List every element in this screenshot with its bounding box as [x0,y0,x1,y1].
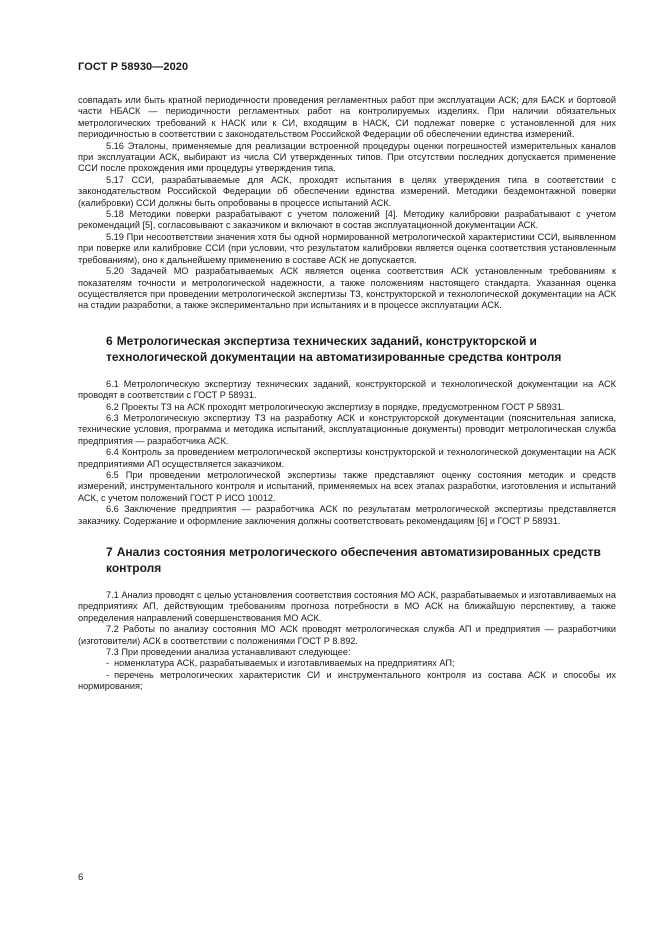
paragraph-6-6: 6.6 Заключение предприятия — разработчика АСК по результатам метрологической экспертизы представляется заказчику. Содержание и оформление заключения должны соответствовать рекомендациям [6] и ГОСТ Р 58931. [78,504,616,526]
paragraph-7-2: 7.2 Работы по анализу состояния МО АСК проводят метрологическая служба АП и предприятия — разработчики (изготовители) АСК в соответствии с положениями ГОСТ Р 8.892. [78,624,616,646]
section-7-title: Анализ состояния метрологического обеспечения автоматизированных средств контроля [106,545,601,575]
section-6-title: Метрологическая экспертиза технических заданий, конструкторской и технологической документации на автоматизированные средства контроля [106,333,562,364]
list-dash: - [106,669,110,680]
paragraph-6-5: 6.5 При проведении метрологической экспертизы также представляют оценку состояния методик и средств измерений, инструментального контроля и испытаний, применяемых на всех этапах разработки, изготовления и испытаний АСК, с учетом положений ГОСТ Р ИСО 10012. [78,469,616,503]
list-item [78,658,616,669]
page-number: 6 [78,872,84,883]
list-item-text: перечень метрологических характеристик СИ и инструментального контроля из состава АСК и способы их нормирования; [78,669,616,692]
list-dash: - [106,658,110,669]
paragraph-5-16: 5.16 Эталоны, применяемые для реализации встроенной процедуры оценки погрешностей измерительных каналов при эксплуатации АСК, выбирают из числа СИ утвержденных типов. При отсутствии последних допускается применение ССИ после прохождения ими процедуры утверждения типа. [78,140,616,174]
paragraph-5-18: 5.18 Методики поверки разрабатывают с учетом положений [4]. Методику калибровки разрабатывают с учетом рекомендаций [5], согласовывают с заказчиком и включают в состав эксплуатационной документации АСК. [78,209,616,231]
paragraph-5-19: 5.19 При несоответствии значения хотя бы одной нормированной метрологической характеристики ССИ, выявленном при поверке или калибровке ССИ (при условии, что результатом калибровки является оценка соответствия установленным требованиям), оно к дальнейшему применению в составе АСК не допускается. [78,231,616,265]
paragraph-5-17: 5.17 ССИ, разрабатываемые для АСК, проходят испытания в целях утверждения типа в соответствии с законодательством Российской Федерации об обеспечении единства измерений. Методики бездемонтажной поверки (калибровки) ССИ должны быть опробованы в процессе испытаний АСК. [78,174,616,208]
section-7-number: 7 [106,545,113,559]
paragraph-7-3: 7.3 При проведении анализа устанавливают следующее: [106,647,351,658]
paragraph-6-4: 6.4 Контроль за проведением метрологической экспертизы конструкторской и технологической документации на АСК предприятиями АП осуществляется заказчиком. [78,447,616,469]
section-6-heading [78,333,616,365]
paragraph-continuation: совпадать или быть кратной периодичности проведения регламентных работ при эксплуатации АСК; для БАСК и бортовой части НБАСК — периодичности регламентных работ на контролируемых изделиях. При наличии обязательных метрологических требований к НАСК или к СИ, входящим в НАСК, СИ подлежат поверке с установленной для них периодичностью в соответствии с законодательством Российской Федерации об обеспечении единства измерений. [78,95,616,140]
section-6-number: 6 [106,333,113,348]
section-7-heading [78,544,616,576]
paragraph-6-2: 6.2 Проекты ТЗ на АСК проходят метрологическую экспертизу в порядке, предусмотренном ГОСТ Р 58931. [106,401,565,412]
paragraph-6-3: 6.3 Метрологическую экспертизу ТЗ на разработку АСК и конструкторской документации (пояснительная записка, технические условия, программа и методика испытаний, эксплуатационные документы) проводит метрологическая служба предприятия — разработчика АСК. [78,412,616,446]
paragraph-5-20: 5.20 Задачей МО разрабатываемых АСК является оценка соответствия АСК установленным требованиям к показателям точности и метрологической надежности, а также положениям настоящего стандарта. Указанная оценка осуществляется при проведении метрологической экспертизы ТЗ, конструкторской и технологической документации на АСК на стадии разработки, а также экспериментально при испытаниях и в процессе эксплуатации АСК. [78,266,616,311]
list-item [78,670,616,693]
list-item-text: номенклатура АСК, разрабатываемых и изготавливаемых на предприятиях АП; [114,658,455,669]
page-content [78,95,616,693]
document-header: ГОСТ Р 58930—2020 [78,61,189,73]
paragraph-6-1: 6.1 Метрологическую экспертизу технических заданий, конструкторской и технологической документации на АСК проводят в соответствии с ГОСТ Р 58931. [78,378,616,401]
paragraph-7-1: 7.1 Анализ проводят с целью установления соответствия состояния МО АСК, разрабатываемых и изготавливаемых на предприятиях АП, действующим требованиям прогноза потребности в МО АСК на ближайшую перспективу, а также определения направлений совершенствования МО АСК. [78,590,616,623]
